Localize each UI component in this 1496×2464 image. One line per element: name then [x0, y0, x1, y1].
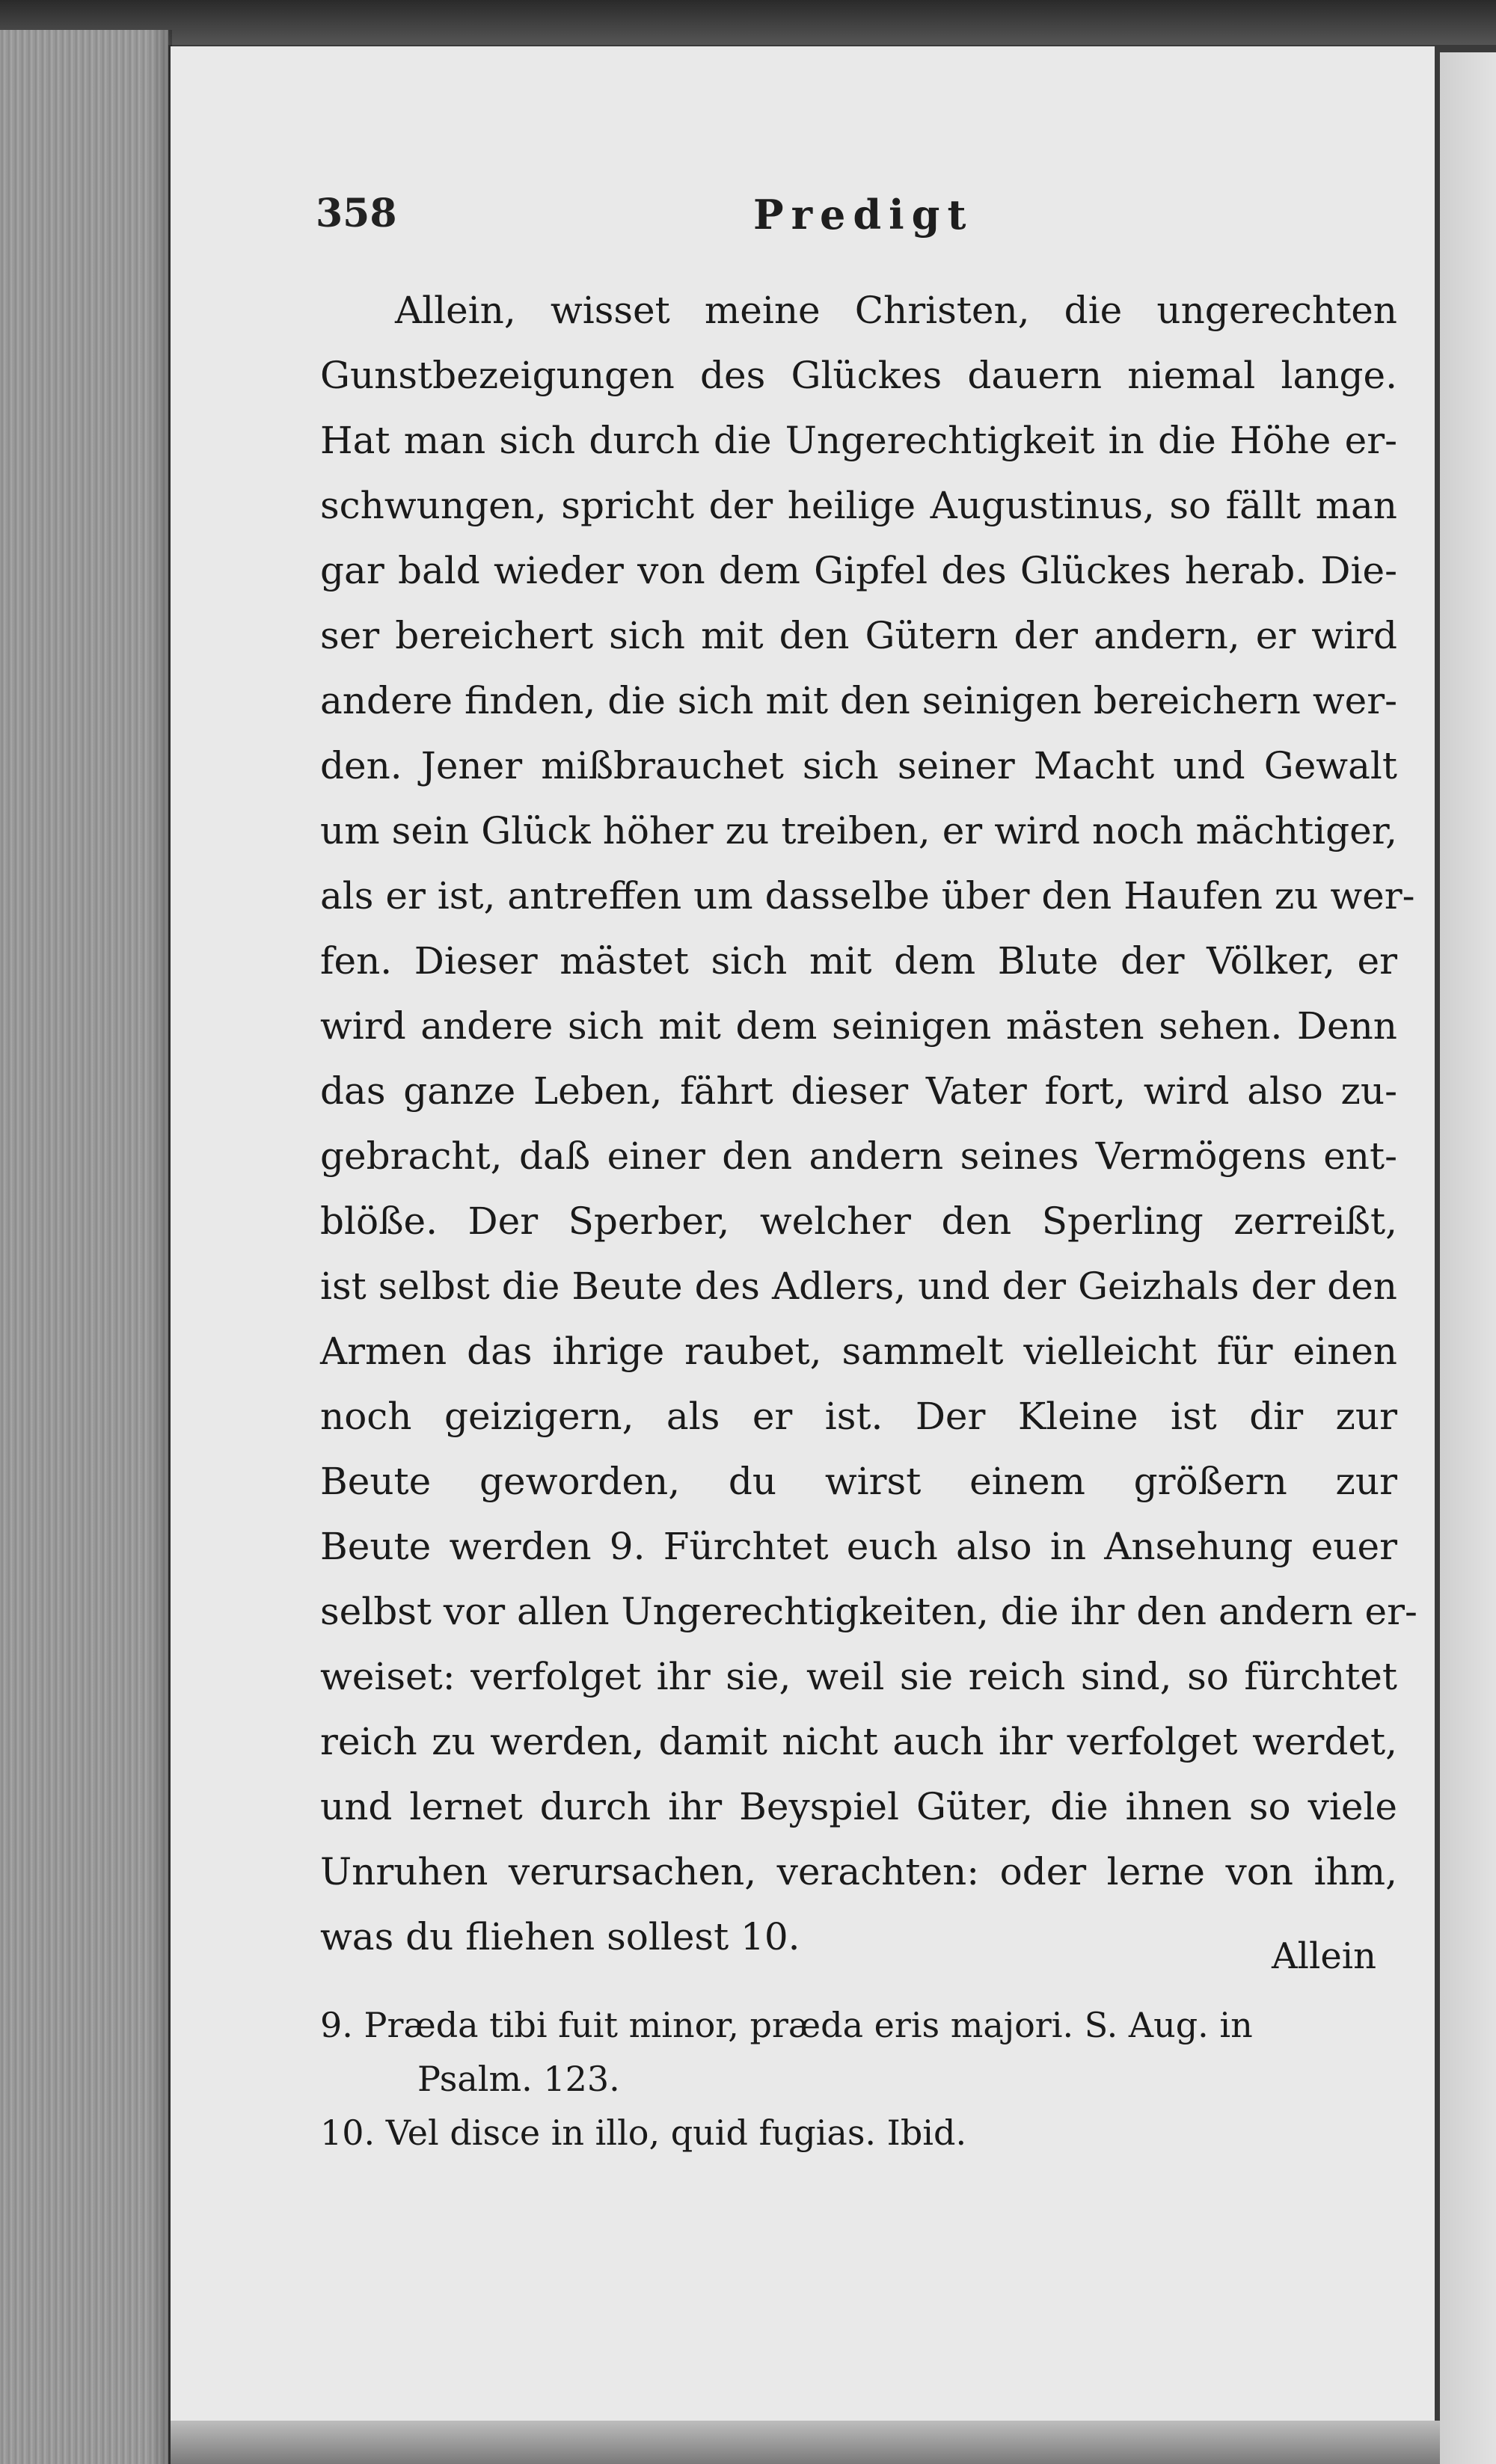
text-line: blöße. Der Sperber, welcher den Sperling zerreißt,	[320, 1199, 1397, 1243]
gutter-shadow	[150, 30, 172, 2464]
text-line: und lernet durch ihr Beyspiel Güter, die ihnen so viele	[320, 1785, 1397, 1828]
book-page-edges	[0, 30, 168, 2464]
text-line: Beute werden 9. Fürchtet euch also in Ansehung euer	[320, 1525, 1397, 1568]
text-line: das ganze Leben, fährt dieser Vater fort, wird also zu-	[320, 1069, 1397, 1113]
footnote-10: 10. Vel disce in illo, quid fugias. Ibid.	[320, 2113, 967, 2153]
text-line: noch geizigern, als er ist. Der Kleine ist dir zur	[320, 1395, 1397, 1438]
text-line: Armen das ihrige raubet, sammelt vielleicht für einen	[320, 1330, 1397, 1373]
page-header	[316, 191, 1400, 251]
text-line: ser bereichert sich mit den Gütern der andern, er wird	[320, 614, 1397, 657]
text-line: Beute geworden, du wirst einem größern zur	[320, 1460, 1397, 1503]
running-title: Predigt	[753, 191, 974, 239]
text-line: schwungen, spricht der heilige Augustinus, so fällt man	[320, 484, 1397, 527]
text-line: um sein Glück höher zu treiben, er wird noch mächtiger,	[320, 809, 1397, 852]
text-line: fen. Dieser mästet sich mit dem Blute der Völker, er	[320, 939, 1397, 983]
text-line: wird andere sich mit dem seinigen mästen sehen. Denn	[320, 1004, 1397, 1048]
main-text	[320, 278, 1417, 1970]
scan-bottom-border	[171, 2421, 1440, 2464]
text-line: den. Jener mißbrauchet sich seiner Macht und Gewalt	[320, 744, 1397, 787]
text-line: als er ist, antreffen um dasselbe über den Haufen zu wer-	[320, 874, 1415, 918]
text-line: andere finden, die sich mit den seinigen bereichern wer-	[320, 679, 1397, 722]
text-line: Allein, wisset meine Christen, die ungerechten	[395, 289, 1397, 332]
footnotes	[320, 1998, 1397, 2160]
text-line: gebracht, daß einer den andern seines Vermögens ent-	[320, 1134, 1397, 1178]
scan-top-border	[0, 0, 1496, 45]
text-line: Unruhen verursachen, verachten: oder lerne von ihm,	[320, 1850, 1397, 1893]
footnote-9-continuation: Psalm. 123.	[417, 2059, 620, 2099]
text-line: Gunstbezeigungen des Glückes dauern niemal lange.	[320, 354, 1397, 397]
text-line: gar bald wieder von dem Gipfel des Glückes herab. Die-	[320, 549, 1397, 592]
catchword: Allein	[1272, 1935, 1377, 1977]
text-line: ist selbst die Beute des Adlers, und der Geizhals der den	[320, 1265, 1397, 1308]
text-line: reich zu werden, damit nicht auch ihr verfolget werdet,	[320, 1720, 1397, 1763]
text-line: selbst vor allen Ungerechtigkeiten, die ihr den andern er-	[320, 1590, 1417, 1633]
text-line: weiset: verfolget ihr sie, weil sie reich sind, so fürchtet	[320, 1655, 1397, 1698]
footnote-9: 9. Præda tibi fuit minor, præda eris majori. S. Aug. in	[320, 2005, 1253, 2045]
facing-page-strip	[1440, 52, 1496, 2464]
text-line: Hat man sich durch die Ungerechtigkeit in die Höhe er-	[320, 419, 1397, 462]
text-line: was du fliehen sollest 10.	[320, 1915, 800, 1958]
page-number: 358	[316, 191, 397, 236]
